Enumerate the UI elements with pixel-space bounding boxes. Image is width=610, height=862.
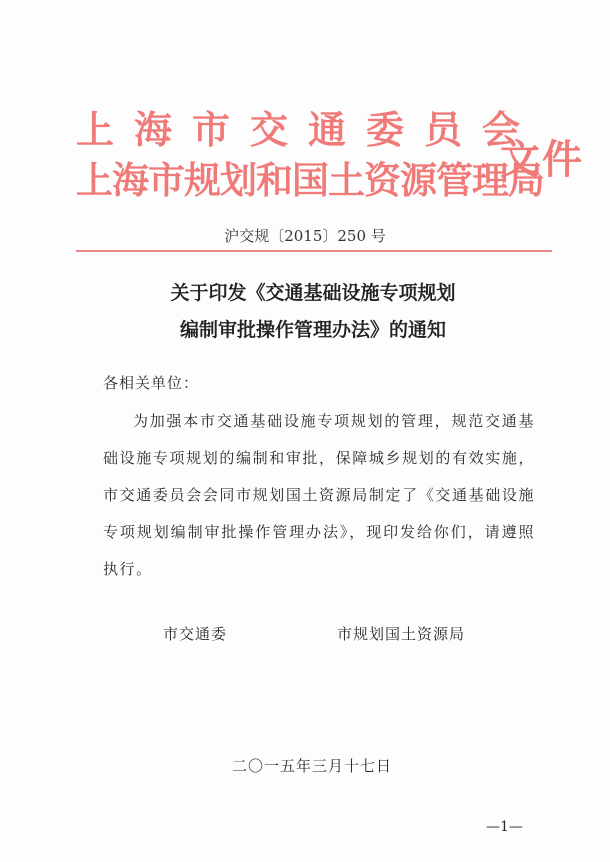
document-title-line-1: 关于印发《交通基础设施专项规划 <box>170 282 456 304</box>
signatory-planning-land-bureau: 市规划国土资源局 <box>337 625 466 643</box>
issuer-planning-land-bureau: 上海市规划和国土资源管理局 <box>76 158 544 202</box>
issue-date: 二〇一五年三月十七日 <box>232 757 393 775</box>
document-title-line-2: 编制审批操作管理办法》的通知 <box>179 319 446 341</box>
body-paragraph: 为加强本市交通基础设施专项规划的管理，规范交通基础设施专项规划的编制和审批，保障城乡规划的有效实施，市交通委员会会同市规划国土资源局制定了《交通基础设施专项规划编制审批操作管理办法》，现印发给你们，请遵照执行。 <box>103 412 535 578</box>
issuer-transport-commission: 上海市交通委员会 <box>76 107 541 152</box>
signatory-transport-commission: 市交通委 <box>163 625 228 643</box>
document-number: 沪交规〔2015〕250 号 <box>224 227 386 245</box>
red-divider-line <box>76 250 552 252</box>
document-kind-label: 文件 <box>500 136 584 183</box>
page-number: —1— <box>486 819 523 835</box>
salutation: 各相关单位： <box>103 374 200 392</box>
